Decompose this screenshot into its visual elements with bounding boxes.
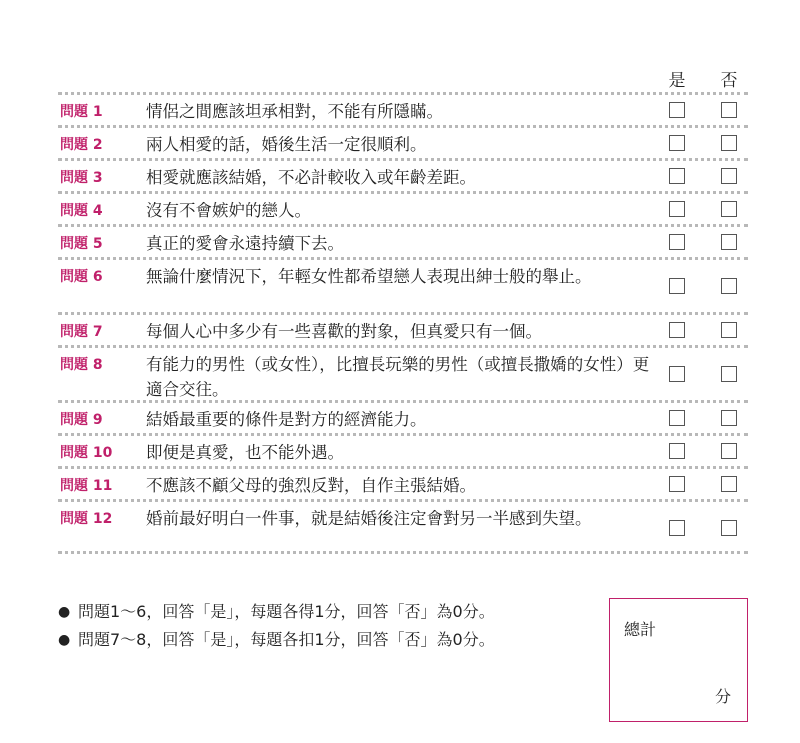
question-number: 問題 6: [60, 269, 103, 285]
question-number: 問題 8: [60, 357, 103, 373]
yes-checkbox[interactable]: [669, 201, 685, 217]
total-score-box[interactable]: [609, 598, 748, 722]
yes-checkbox[interactable]: [669, 476, 685, 492]
no-checkbox[interactable]: [721, 366, 737, 382]
question-number: 問題 11: [60, 478, 113, 494]
no-checkbox[interactable]: [721, 135, 737, 151]
question-text: 婚前最好明白一件事，就是結婚後注定會對另一半感到失望。: [146, 509, 592, 528]
bullet-icon: ●: [58, 632, 71, 648]
question-row: [58, 345, 748, 400]
yes-checkbox[interactable]: [669, 234, 685, 250]
yes-checkbox[interactable]: [669, 410, 685, 426]
question-number: 問題 10: [60, 445, 113, 461]
question-row: [58, 466, 748, 499]
total-label: 總計: [624, 620, 657, 639]
yes-column-header: 是: [668, 71, 686, 91]
question-text: 即便是真愛，也不能外遇。: [146, 443, 344, 462]
question-row: [58, 92, 748, 125]
question-row: [58, 257, 748, 312]
no-checkbox[interactable]: [721, 322, 737, 338]
question-text: 有能力的男性（或女性），比擅長玩樂的男性（或擅長撒嬌的女性）更適合交往。: [146, 355, 650, 399]
no-checkbox[interactable]: [721, 520, 737, 536]
yes-checkbox[interactable]: [669, 168, 685, 184]
yes-checkbox[interactable]: [669, 102, 685, 118]
scoring-note: [58, 600, 578, 624]
question-number: 問題 12: [60, 511, 113, 527]
question-row: [58, 191, 748, 224]
question-number: 問題 1: [60, 104, 103, 120]
question-row: [58, 499, 748, 554]
question-number: 問題 7: [60, 324, 103, 340]
question-text: 相愛就應該結婚，不必計較收入或年齡差距。: [146, 168, 476, 187]
question-text: 結婚最重要的條件是對方的經濟能力。: [146, 410, 427, 429]
total-unit: 分: [714, 687, 731, 706]
no-checkbox[interactable]: [721, 168, 737, 184]
question-text: 兩人相愛的話，婚後生活一定很順利。: [146, 135, 427, 154]
question-list: [58, 92, 748, 554]
question-number: 問題 2: [60, 137, 103, 153]
no-checkbox[interactable]: [721, 102, 737, 118]
yes-checkbox[interactable]: [669, 278, 685, 294]
yes-checkbox[interactable]: [669, 322, 685, 338]
no-checkbox[interactable]: [721, 476, 737, 492]
yes-checkbox[interactable]: [669, 520, 685, 536]
scoring-note: [58, 628, 578, 652]
yes-checkbox[interactable]: [669, 366, 685, 382]
question-number: 問題 3: [60, 170, 103, 186]
no-checkbox[interactable]: [721, 278, 737, 294]
question-row: [58, 158, 748, 191]
yes-checkbox[interactable]: [669, 135, 685, 151]
question-number: 問題 4: [60, 203, 103, 219]
scoring-note-text: 問題7～8，回答「是」，每題各扣1分，回答「否」為0分。: [78, 630, 495, 649]
no-checkbox[interactable]: [721, 201, 737, 217]
question-number: 問題 9: [60, 412, 103, 428]
question-text: 每個人心中多少有一些喜歡的對象，但真愛只有一個。: [146, 322, 542, 341]
bullet-icon: ●: [58, 604, 71, 620]
no-checkbox[interactable]: [721, 234, 737, 250]
no-checkbox[interactable]: [721, 443, 737, 459]
question-row: [58, 400, 748, 433]
no-checkbox[interactable]: [721, 410, 737, 426]
question-row: [58, 433, 748, 466]
yes-checkbox[interactable]: [669, 443, 685, 459]
question-row: [58, 312, 748, 345]
question-text: 不應該不顧父母的強烈反對，自作主張結婚。: [146, 476, 476, 495]
question-row: [58, 125, 748, 158]
question-row: [58, 224, 748, 257]
scoring-note-text: 問題1～6，回答「是」，每題各得1分，回答「否」為0分。: [78, 602, 495, 621]
question-text: 情侶之間應該坦承相對，不能有所隱瞞。: [146, 102, 443, 121]
question-text: 真正的愛會永遠持續下去。: [146, 234, 344, 253]
question-number: 問題 5: [60, 236, 103, 252]
question-text: 無論什麼情況下，年輕女性都希望戀人表現出紳士般的舉止。: [146, 267, 592, 286]
no-column-header: 否: [720, 71, 738, 91]
question-text: 沒有不會嫉妒的戀人。: [146, 201, 311, 220]
scoring-notes: [58, 600, 578, 656]
